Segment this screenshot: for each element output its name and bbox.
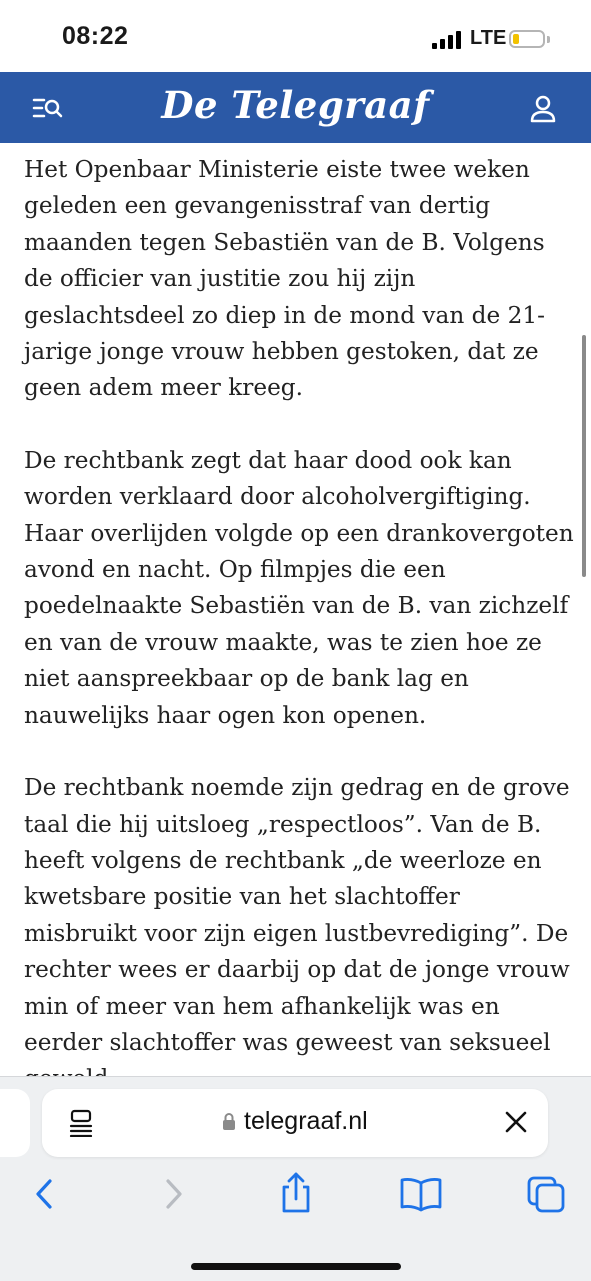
previous-tab-preview[interactable]: [0, 1089, 30, 1157]
article-paragraph: De rechtbank zegt dat haar dood ook kan worden verklaard door alcoholvergiftiging. Haar overlijden volgde op een drankovergoten avond en nacht. Op filmpjes die een poedelnaakte Sebastiën van de B. van zichzelf en van de vrouw maakte, was te zien hoe ze niet aanspreekbaar op de bank lag en nauwelijks haar ogen kon openen.: [24, 446, 574, 729]
home-indicator[interactable]: [191, 1263, 401, 1270]
battery-tip: [547, 36, 550, 43]
network-type: LTE: [470, 27, 507, 49]
article-paragraph: De rechtbank noemde zijn gedrag en de grove taal die hij uitsloeg „respectloos”. Van de B. heeft volgens de rechtbank „de weerloze en kwetsbare positie van het slachtoffer misbruikt voor zijn eigen lustbevrediging”. De rechter wees er daarbij op dat de jonge vrouw min of meer van hem afhankelijk was en eerder slachtoffer was geweest van seksueel: [24, 774, 570, 1056]
address-bar[interactable]: [42, 1089, 548, 1157]
status-time: 08:22: [62, 22, 129, 50]
lock-icon: [222, 1112, 236, 1130]
site-header: [0, 72, 591, 143]
article-body: [24, 152, 576, 1134]
back-icon[interactable]: [20, 1169, 70, 1219]
scroll-indicator[interactable]: [582, 335, 586, 577]
url-text[interactable]: telegraaf.nl: [244, 1107, 368, 1135]
share-icon[interactable]: [271, 1169, 321, 1219]
page-menu-icon[interactable]: [68, 1109, 94, 1137]
signal-icon: [432, 31, 464, 49]
close-icon[interactable]: [504, 1110, 528, 1134]
tabs-icon[interactable]: [522, 1169, 572, 1219]
article-paragraph: Het Openbaar Ministerie eiste twee weken geleden een gevangenisstraf van dertig maanden tegen Sebastiën van de B. Volgens de officier van justitie zou hij zijn geslachtsdeel zo diep in de mond van de 21-jarige jonge vrouw hebben gestoken, dat ze geen adem meer kreeg.: [24, 156, 545, 402]
browser-toolbar: [0, 1169, 591, 1221]
forward-icon[interactable]: [148, 1169, 198, 1219]
battery-icon: [509, 30, 545, 48]
account-icon[interactable]: [528, 94, 558, 124]
status-bar: [0, 0, 591, 72]
site-logo[interactable]: De Telegraaf: [161, 83, 430, 127]
bookmarks-icon[interactable]: [396, 1169, 446, 1219]
browser-bottom-bar: [0, 1076, 591, 1281]
